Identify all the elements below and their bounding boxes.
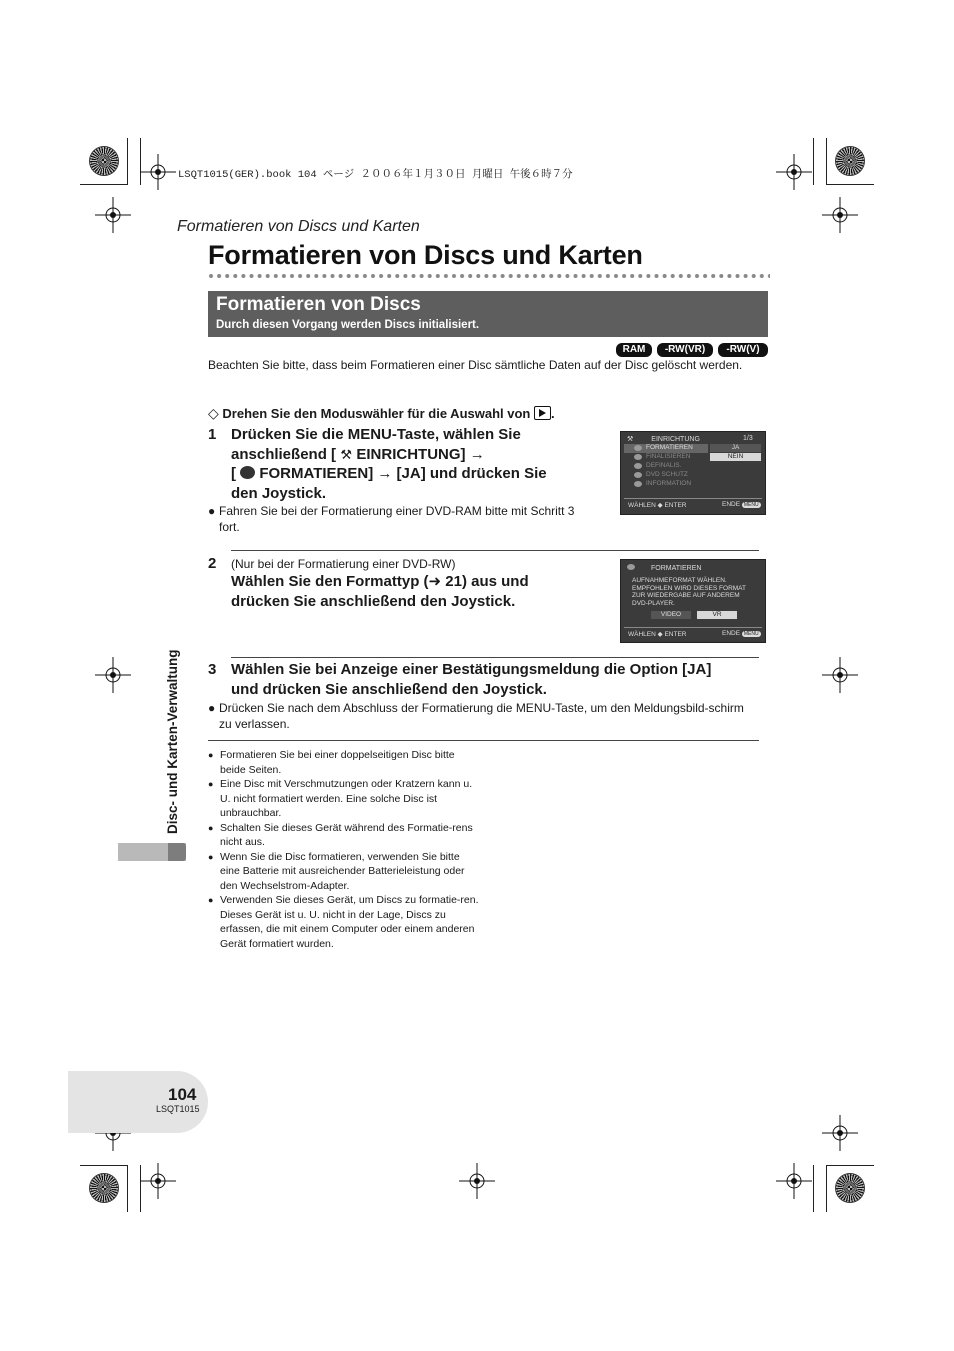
- screen-footer-divider: [624, 498, 762, 499]
- registration-mark: [459, 1163, 495, 1199]
- menu-key-badge: MENU: [743, 502, 759, 508]
- screen-page-indicator: 1/3: [743, 435, 753, 442]
- crop-mark: [813, 138, 814, 185]
- screen-menu-item: INFORMATION: [624, 480, 691, 488]
- screen-menu-item: FINALISIEREN: [624, 453, 690, 461]
- format-screen: [620, 559, 766, 643]
- notes-list: [208, 748, 480, 951]
- step-3-line: Wählen Sie bei Anzeige einer Bestätigungsmeldung die Option [JA]: [231, 661, 712, 678]
- screen-option-video: VIDEO: [651, 611, 691, 619]
- screen-message: AUFNAHMEFORMAT WÄHLEN. EMPFOHLEN WIRD DIESES FORMAT ZUR WIEDERGABE AUF ANDEREM DVD-PLAYER.: [632, 577, 746, 607]
- bullet-icon: ●: [208, 779, 214, 789]
- crop-mark: [826, 138, 827, 185]
- page-title: Formatieren von Discs und Karten: [208, 240, 643, 270]
- divider: [231, 657, 759, 658]
- step-2-number: 2: [208, 555, 217, 572]
- disc-format-icon: [627, 564, 635, 570]
- step-1-line: den Joystick.: [231, 484, 327, 502]
- list-item: ● Wenn Sie die Disc formatieren, verwenden Sie bitte eine Batterie mit ausreichender Batterieleistung oder den Wechselstrom-Adapter.: [208, 850, 465, 892]
- divider: [208, 740, 759, 741]
- crop-mark: [813, 1165, 814, 1212]
- screen-footer: WÄHLEN ◆ ENTER: [628, 502, 687, 509]
- crop-mark: [826, 1165, 827, 1212]
- screen-footer-right: ENDE MENU: [722, 630, 759, 637]
- bullet-icon: ●: [208, 750, 214, 760]
- mode-instruction: ◇ Drehen Sie den Moduswähler für die Auswahl von .: [208, 405, 555, 421]
- list-item: ● Eine Disc mit Verschmutzungen oder Kratzern kann u. U. nicht formatiert werden. Eine solche Disc ist unbrauchbar.: [208, 778, 473, 819]
- screen-title: ⚒ EINRICHTUNG: [627, 436, 700, 443]
- playback-mode-icon: [534, 406, 551, 420]
- bullet-icon: ●: [208, 701, 216, 715]
- step-1-number: 1: [208, 426, 217, 443]
- crop-mark: [826, 1165, 874, 1166]
- registration-mark: [776, 154, 812, 190]
- step-2-note: (Nur bei der Formatierung einer DVD-RW): [231, 557, 456, 571]
- step-1-line: anschließend [ ⚒ EINRICHTUNG] →: [231, 445, 485, 463]
- joystick-icon: ◆: [657, 502, 663, 509]
- bullet-icon: ●: [208, 851, 214, 862]
- color-wheel-mark: [836, 1174, 864, 1202]
- crop-mark: [80, 1165, 128, 1166]
- screen-option-nein: NEIN: [710, 453, 761, 461]
- menu-item-icon: [634, 472, 642, 478]
- divider: [231, 550, 759, 551]
- screen-footer-divider: [624, 627, 762, 628]
- step-1-line: [ FORMATIEREN] → [JA] und drücken Sie: [231, 465, 547, 482]
- screen-footer: WÄHLEN ◆ ENTER: [628, 631, 687, 638]
- menu-item-icon: [634, 445, 642, 451]
- bullet-icon: ●: [208, 822, 214, 833]
- step-3-bullet: ● Drücken Sie nach dem Abschluss der Formatierung die MENU-Taste, um den Meldungsbild-schirm zu verlassen.: [208, 701, 744, 731]
- section-header: [208, 291, 768, 337]
- step-2-line: drücken Sie anschließend den Joystick.: [231, 592, 516, 610]
- wrench-icon: ⚒: [627, 436, 634, 443]
- screen-title: FORMATIEREN: [627, 564, 701, 572]
- menu-key-badge: MENU: [743, 631, 759, 637]
- step-3-line: und drücken Sie anschließend den Joystick.: [231, 680, 547, 698]
- screen-footer-right: ENDE MENU: [722, 501, 759, 508]
- registration-mark: [822, 1115, 858, 1151]
- step-2-text: [231, 572, 611, 611]
- bullet-icon: ●: [208, 895, 214, 905]
- screen-menu-item: DEFINALIS.: [624, 462, 681, 470]
- color-wheel-mark: [90, 1174, 118, 1202]
- model-code: LSQT1015: [156, 1104, 200, 1114]
- crop-mark: [127, 138, 128, 185]
- registration-mark: [95, 197, 131, 233]
- disc-badge-ram: RAM: [616, 343, 652, 357]
- step-1-text: [231, 425, 611, 503]
- chapter-tab-marker: [168, 843, 186, 861]
- mode-instruction-text: Drehen Sie den Moduswähler für die Auswahl von: [222, 406, 531, 421]
- joystick-icon: ◆: [657, 631, 663, 638]
- dotted-divider: [208, 273, 770, 279]
- menu-screen-setup: [620, 431, 766, 515]
- crop-mark: [80, 184, 128, 185]
- running-head: Formatieren von Discs und Karten: [177, 218, 420, 235]
- intro-text: Beachten Sie bitte, dass beim Formatieren einer Disc sämtliche Daten auf der Disc gelöscht werden.: [208, 358, 743, 372]
- registration-mark: [776, 1163, 812, 1199]
- chapter-side-label: Disc- und Karten-Verwaltung: [165, 649, 180, 834]
- section-subheading: Durch diesen Vorgang werden Discs initialisiert.: [216, 319, 480, 331]
- color-wheel-mark: [90, 147, 118, 175]
- section-heading: Formatieren von Discs: [216, 294, 421, 315]
- menu-item-icon: [634, 454, 642, 460]
- crop-mark: [127, 1165, 128, 1212]
- step-3-number: 3: [208, 661, 217, 678]
- step-1-line: Drücken Sie die MENU-Taste, wählen Sie: [231, 426, 521, 443]
- diamond-icon: ◇: [208, 405, 219, 421]
- screen-option-ja: JA: [710, 444, 761, 452]
- color-wheel-mark: [836, 147, 864, 175]
- crop-mark: [826, 184, 874, 185]
- screen-menu-item: FORMATIEREN: [624, 444, 693, 452]
- disc-format-icon: [240, 466, 255, 479]
- registration-mark: [95, 657, 131, 693]
- screen-option-vr: VR: [697, 611, 737, 619]
- registration-mark: [140, 154, 176, 190]
- menu-item-icon: [634, 481, 642, 487]
- step-3-text: [231, 660, 761, 699]
- list-item: ● Verwenden Sie dieses Gerät, um Discs zu formatie-ren. Dieses Gerät ist u. U. nicht in der Lage, Discs zu erfassen, die mit einem Computer oder einem anderen Gerät formatiert wurden.: [208, 894, 479, 950]
- print-header: LSQT1015(GER).book 104 ページ ２００６年１月３０日 月曜日 午後６時７分: [178, 169, 573, 181]
- wrench-icon: ⚒: [340, 446, 353, 462]
- list-item: ● Schalten Sie dieses Gerät während des Formatie-rens nicht aus.: [208, 821, 473, 848]
- step-2-line: Wählen Sie den Formattyp (➜ 21) aus und: [231, 573, 529, 590]
- menu-item-icon: [634, 463, 642, 469]
- screen-menu-item: DVD SCHUTZ: [624, 471, 688, 479]
- registration-mark: [822, 657, 858, 693]
- disc-badge-rw-vr: -RW(VR): [657, 343, 713, 357]
- page-number: 104: [168, 1085, 197, 1104]
- registration-mark: [140, 1163, 176, 1199]
- disc-badge-rw-v: -RW(V): [718, 343, 768, 357]
- bullet-icon: ●: [208, 504, 216, 518]
- list-item: ● Formatieren Sie bei einer doppelseitigen Disc bitte beide Seiten.: [208, 749, 455, 776]
- chapter-tab: [118, 843, 186, 861]
- registration-mark: [822, 197, 858, 233]
- step-1-bullet: ● Fahren Sie bei der Formatierung einer DVD-RAM bitte mit Schritt 3 fort.: [208, 504, 575, 534]
